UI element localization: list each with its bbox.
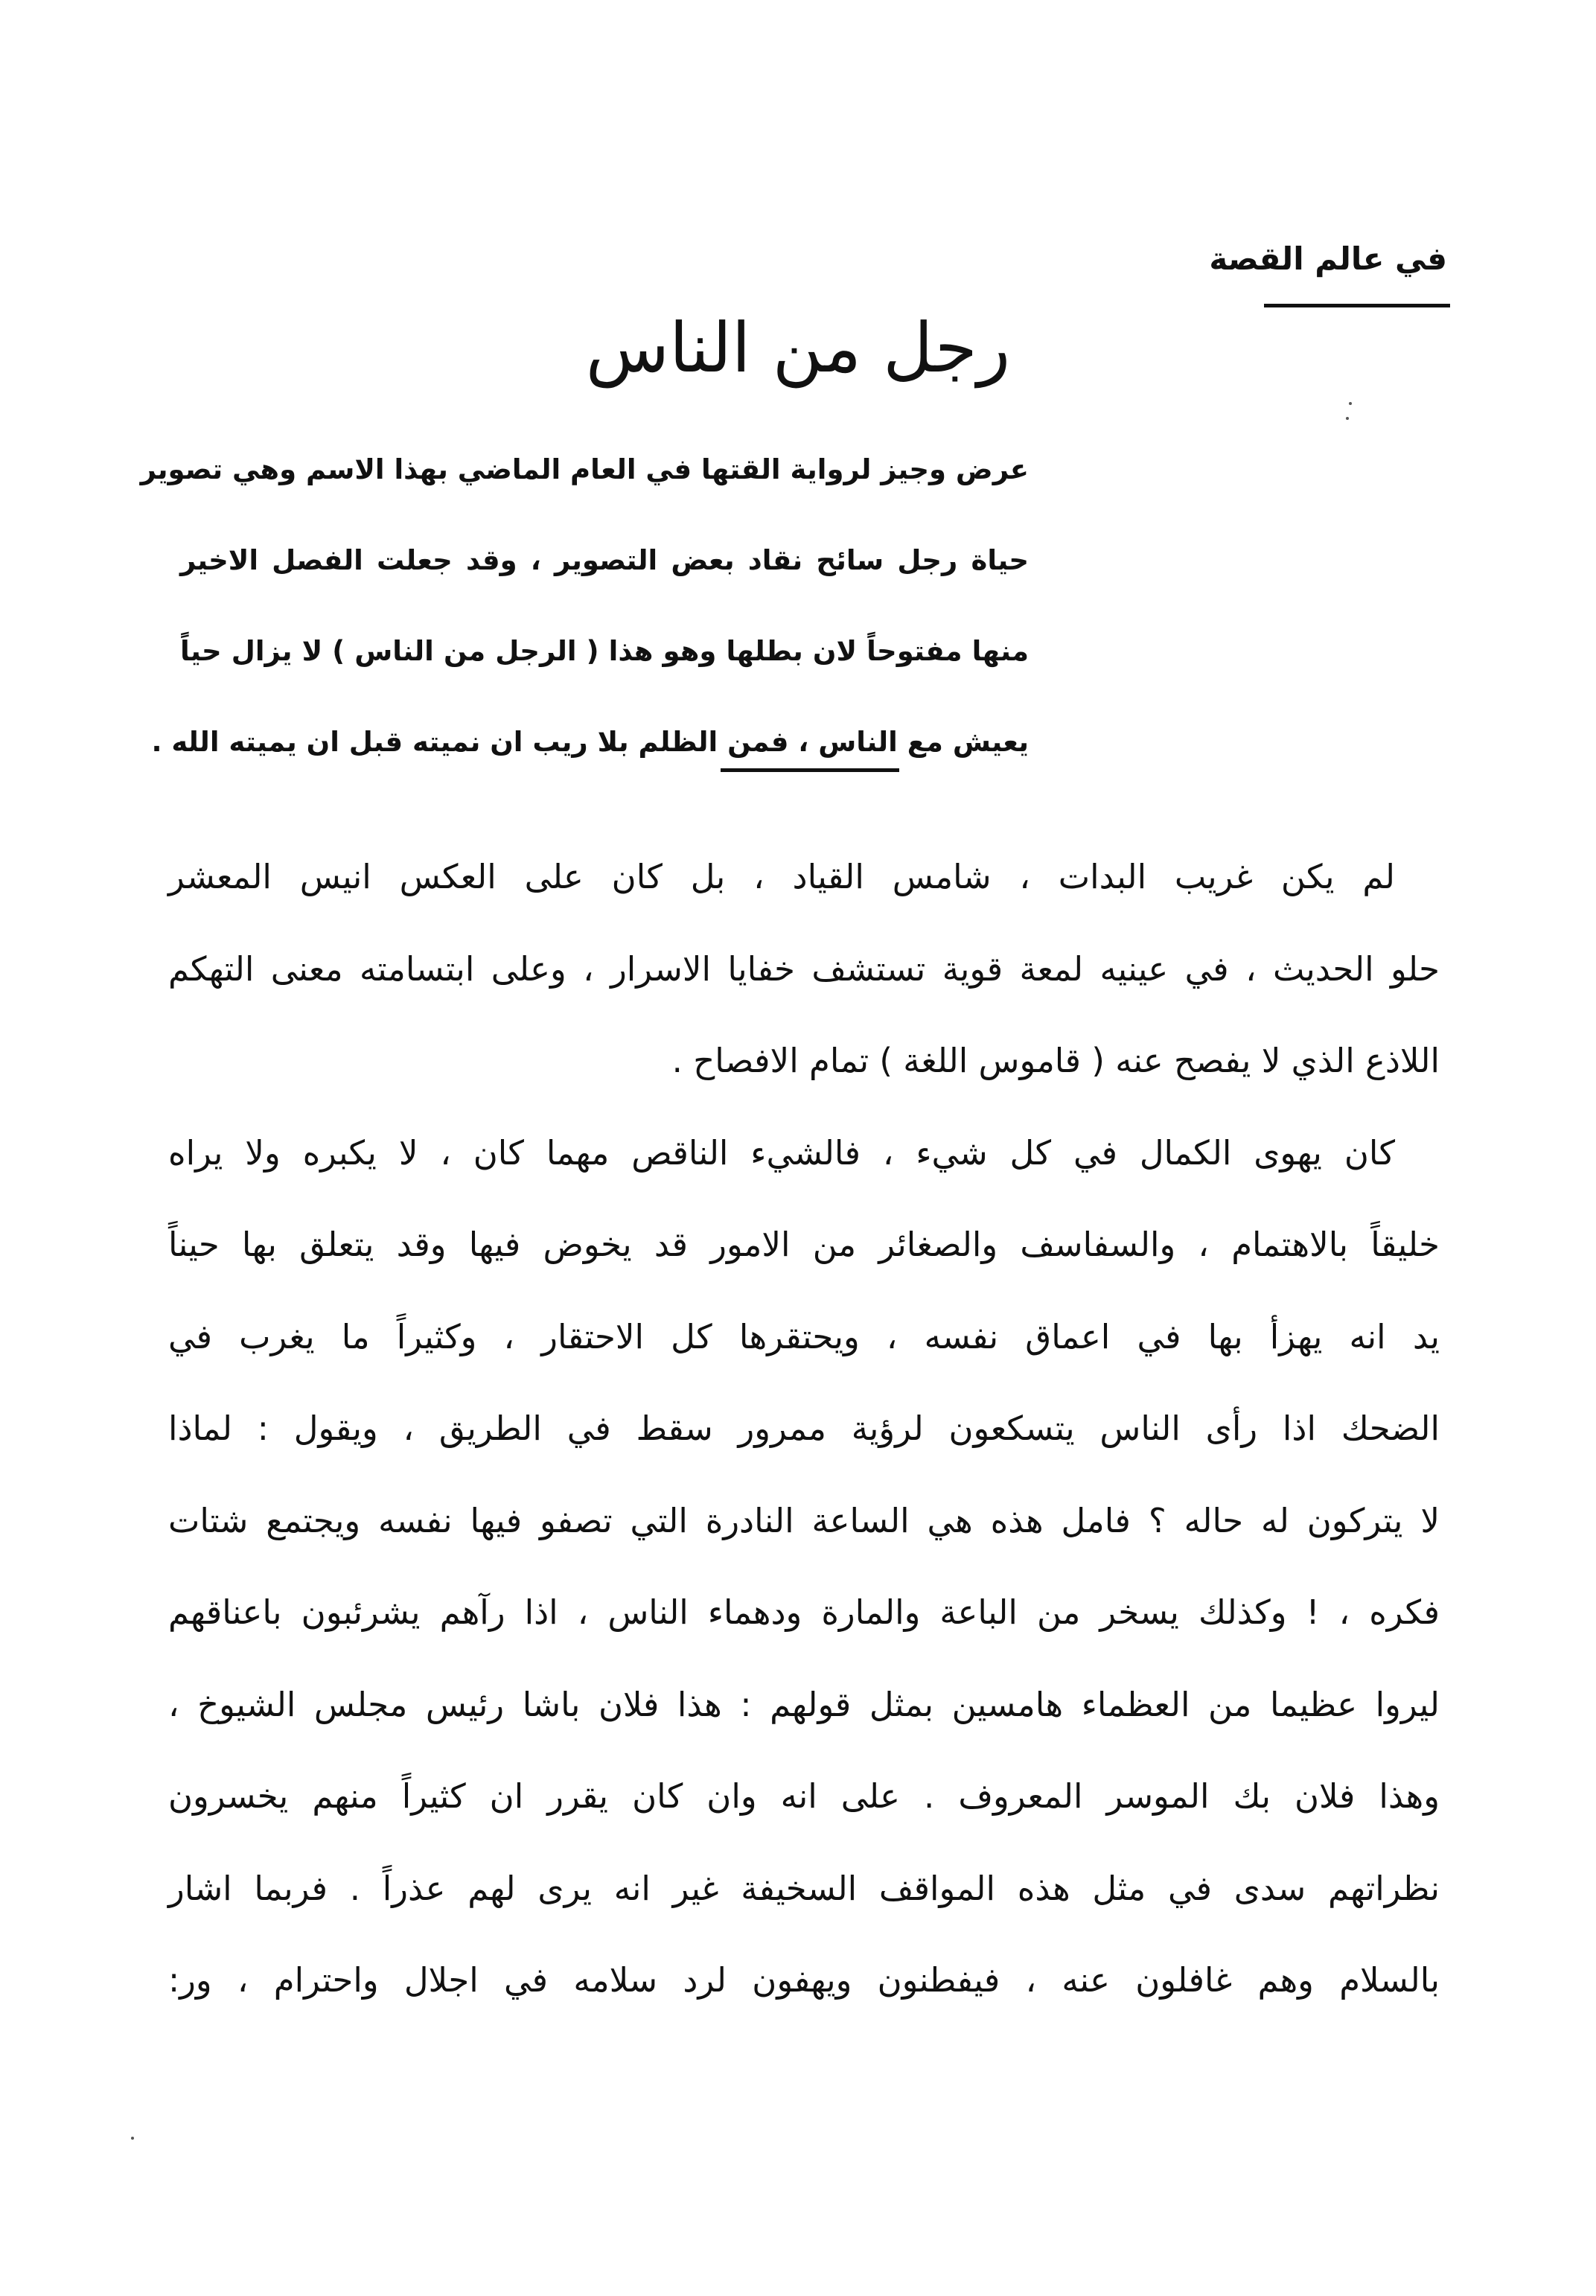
body-line: الضحك اذا رأى الناس يتسكعون لرؤية ممرور سقط في الطريق ، ويقول : لماذا <box>168 1409 1440 1448</box>
summary-paragraph <box>140 424 1029 788</box>
section-divider <box>721 768 899 772</box>
section-label: في عالم القصة <box>1209 240 1447 277</box>
body-line: لا يتركون له حاله ؟ فامل هذه هي الساعة النادرة التي تصفو فيها نفسه ويجتمع شتات <box>168 1500 1440 1540</box>
chapter-title: رجل من الناس <box>585 308 1011 388</box>
summary-line: عرض وجيز لرواية القتها في العام الماضي بهذا الاسم وهي تصوير <box>140 453 1029 485</box>
body-text <box>168 831 1440 2026</box>
body-line: حلو الحديث ، في عينيه لمعة قوية تستشف خفايا الاسرار ، وعلى ابتسامته معنى التهكم <box>168 948 1440 989</box>
summary-line: يعيش مع الناس ، فمن الظلم بلا ريب ان نميته قبل ان يميته الله . <box>151 726 1029 758</box>
body-line: اللاذع الذي لا يفصح عنه ( قاموس اللغة ) تمام الافصاح . <box>671 1041 1440 1080</box>
body-line: بالسلام وهم غافلون عنه ، فيفطنون ويهفون لرد سلامه في اجلال واحترام ، ور: <box>168 1960 1440 2000</box>
summary-line: حياة رجل سائح نقاد بعض التصوير ، وقد جعلت الفصل الاخير <box>180 544 1029 576</box>
body-line: لم يكن غريب البدات ، شامس القياد ، بل كان على العكس انيس المعشر <box>168 857 1395 896</box>
scan-speck <box>1346 417 1349 420</box>
body-line: نظراتهم سدى في مثل هذه المواقف السخيفة غير انه يرى لهم عذراً . فربما اشار <box>168 1868 1440 1908</box>
body-line: يد انه يهزأ بها في اعماق نفسه ، ويحتقرها كل الاحتقار ، وكثيراً ما يغرب في <box>168 1316 1440 1356</box>
body-line: وهذا فلان بك الموسر المعروف . على انه وان كان يقرر ان كثيراً منهم يخسرون <box>168 1776 1440 1816</box>
scan-speck <box>1349 402 1352 405</box>
body-line: ليروا عظيما من العظماء هامسين بمثل قولهم : هذا فلان باشا رئيس مجلس الشيوخ ، <box>168 1684 1440 1724</box>
body-line: خليقاً بالاهتمام ، والسفاسف والصغائر من الامور قد يخوض فيها وقد يتعلق بها حيناً <box>168 1225 1440 1264</box>
summary-line: منها مفتوحاً لان بطلها وهو هذا ( الرجل من الناس ) لا يزال حياً <box>180 635 1029 667</box>
body-line: كان يهوى الكمال في كل شيء ، فالشيء الناقص مهما كان ، لا يكبره ولا يراه <box>168 1132 1395 1173</box>
scan-speck <box>131 2137 134 2140</box>
body-line: فكره ، ! وكذلك يسخر من الباعة والمارة ودهماء الناس ، اذا رآهم يشرئبون باعناقهم <box>168 1592 1440 1632</box>
